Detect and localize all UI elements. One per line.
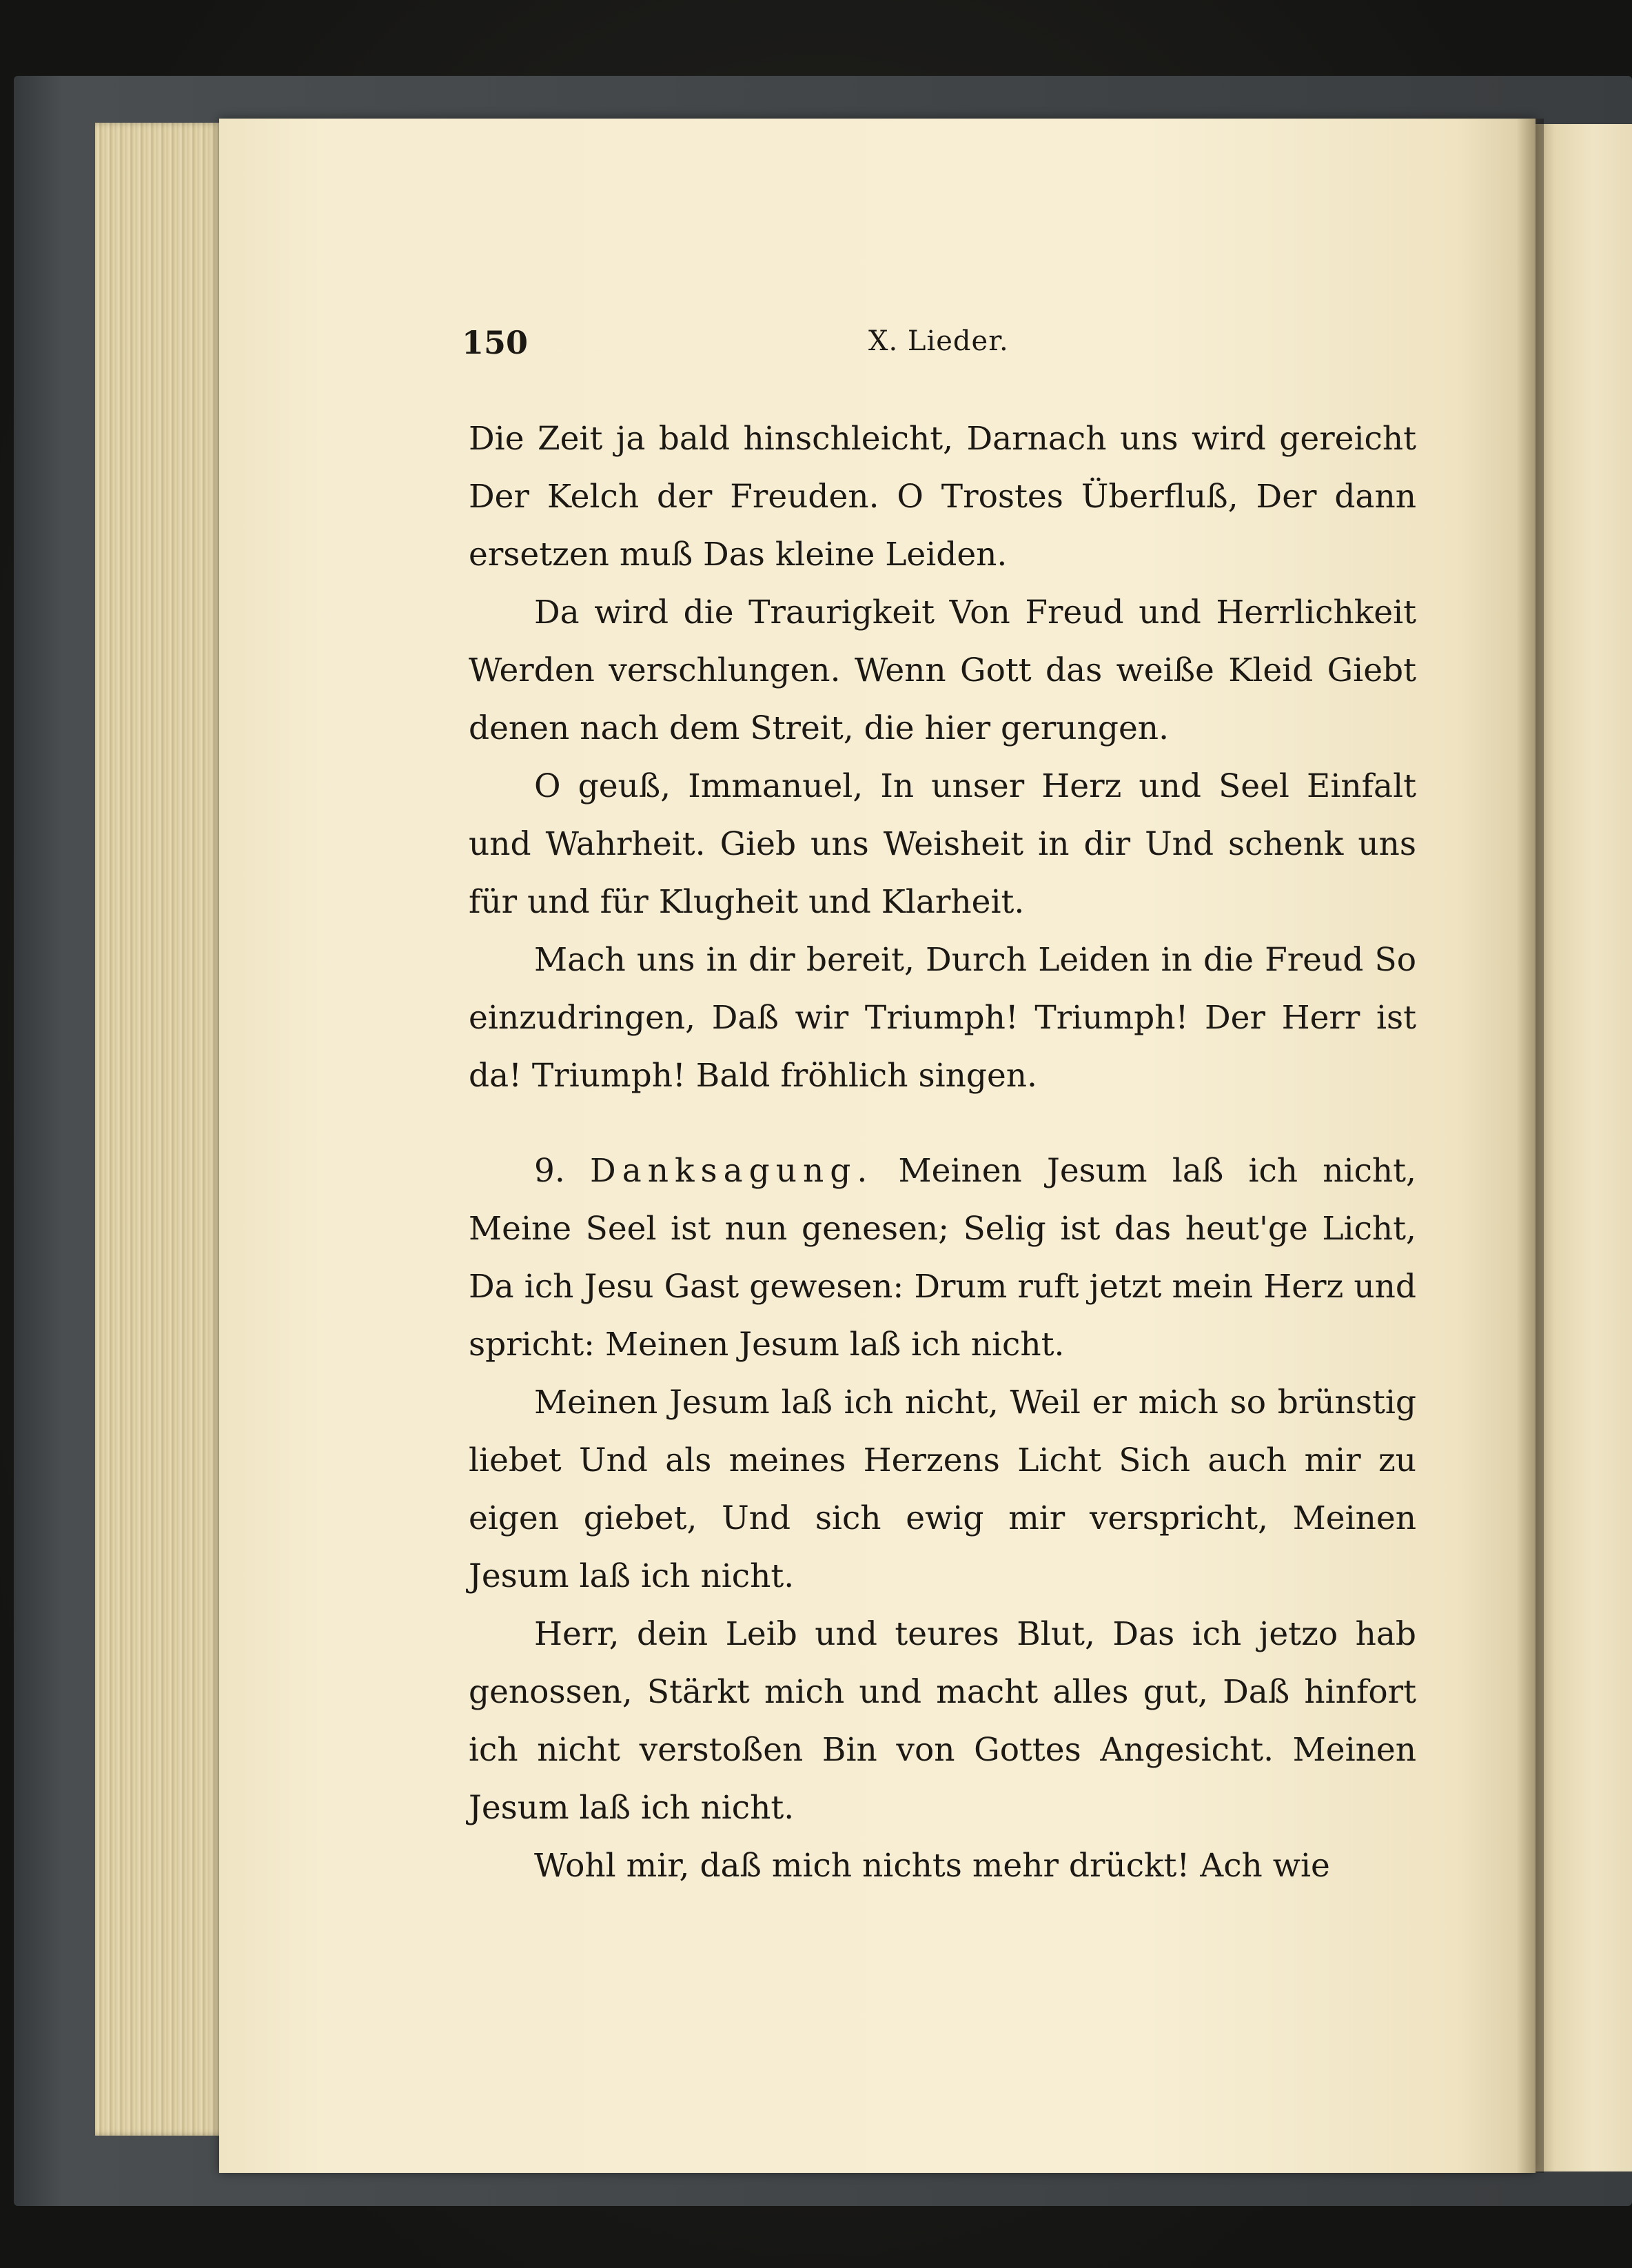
- hymn-number: 9.: [534, 1152, 565, 1190]
- page-edges: [95, 123, 226, 2136]
- hymn-stanza-3: Herr, dein Leib und teures Blut, Das ich jetzo hab genossen, Stärkt mich und macht alles gut, Daß hinfort ich nicht verstoßen Bin von Gottes Angesicht. Meinen Jesum laß ich nicht.: [469, 1615, 1416, 1827]
- hymn-first-text: Meinen Jesum laß ich nicht, Meine Seel ist nun genesen; Selig ist das heut'ge Licht, Da ich Jesu Gast gewesen: Drum ruft jetzt mein Herz und spricht: Meinen Jesum laß ich nicht.: [469, 1152, 1416, 1364]
- hymn-stanza-4: Wohl mir, daß mich nichts mehr drückt! Ach wie: [534, 1847, 1330, 1885]
- paragraph-1: Die Zeit ja bald hinschleicht, Darnach uns wird gereicht Der Kelch der Freuden. O Trostes Überfluß, Der dann ersetzen muß Das kleine Leiden.: [469, 420, 1416, 574]
- body-text: [469, 410, 1416, 1895]
- hymn-first-stanza: [469, 1142, 1416, 1374]
- running-head: [462, 324, 1068, 372]
- paragraph-2: Da wird die Traurigkeit Von Freud und Herrlichkeit Werden verschlungen. Wenn Gott das weiße Kleid Giebt denen nach dem Streit, die hier gerungen.: [469, 594, 1416, 747]
- hymn-title: Danksagung.: [590, 1152, 874, 1190]
- section-title: X. Lieder.: [868, 325, 1009, 357]
- facing-page-edge: [1536, 124, 1632, 2171]
- paragraph-3: O geuß, Immanuel, In unser Herz und Seel Einfalt und Wahrheit. Gieb uns Weisheit in dir Und schenk uns für und für Klugheit und Klarheit.: [469, 767, 1416, 921]
- hymn-stanza-2: Meinen Jesum laß ich nicht, Weil er mich so brünstig liebet Und als meines Herzens Licht Sich auch mir zu eigen giebet, Und sich ewig mir verspricht, Meinen Jesum laß ich nicht.: [469, 1384, 1416, 1595]
- paragraph-4: Mach uns in dir bereit, Durch Leiden in die Freud So einzudringen, Daß wir Triumph! Triumph! Der Herr ist da! Triumph! Bald fröhlich singen.: [469, 941, 1416, 1095]
- page-number: 150: [462, 324, 529, 361]
- page-gutter: [1516, 119, 1544, 2173]
